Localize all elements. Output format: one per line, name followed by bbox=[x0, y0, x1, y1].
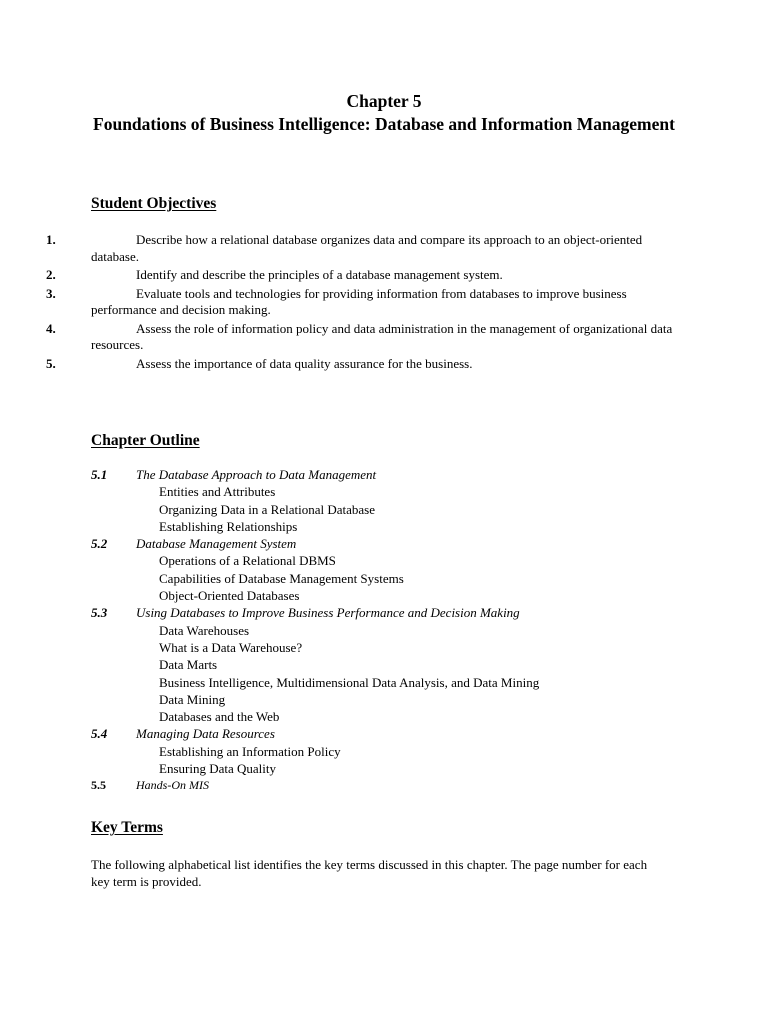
outline-subsection: Data Warehouses bbox=[159, 622, 250, 638]
outline-section-title: The Database Approach to Data Management bbox=[136, 467, 377, 482]
outline-subsection: Data Marts bbox=[159, 657, 218, 673]
outline-subsection: Establishing Relationships bbox=[159, 518, 298, 534]
outline-section-number: 5.4 bbox=[91, 726, 108, 742]
objective-number: 1. bbox=[46, 232, 56, 247]
outline-section bbox=[0, 725, 768, 742]
objective-item bbox=[0, 267, 676, 284]
key-terms-heading: Key Terms bbox=[91, 819, 163, 836]
outline-subsection: Object-Oriented Databases bbox=[159, 588, 300, 604]
outline-section-title: Database Management System bbox=[136, 536, 297, 552]
chapter-outline-heading: Chapter Outline bbox=[91, 432, 200, 449]
objective-item bbox=[0, 286, 676, 319]
key-terms-intro: The following alphabetical list identifies the key terms discussed in this chapter. The page number for each key term is provided. bbox=[91, 857, 648, 889]
outline-subsection: Entities and Attributes bbox=[159, 484, 276, 500]
outline-section-number: 5.3 bbox=[91, 605, 108, 621]
outline-section bbox=[0, 535, 768, 552]
outline-subsection: Ensuring Data Quality bbox=[159, 761, 276, 777]
outline-subsection: Data Mining bbox=[159, 691, 226, 707]
objective-text: Assess the role of information policy and data administration in the management of organizational data resources. bbox=[91, 320, 673, 352]
outline-section bbox=[0, 466, 768, 483]
objective-number: 4. bbox=[46, 320, 56, 336]
outline-subsection: Organizing Data in a Relational Database bbox=[159, 501, 375, 517]
outline-subsection: Operations of a Relational DBMS bbox=[159, 553, 336, 569]
objective-number: 2. bbox=[46, 267, 56, 282]
outline-section-title: Using Databases to Improve Business Performance and Decision Making bbox=[136, 605, 520, 621]
objective-text: Describe how a relational database organizes data and compare its approach to an object-oriented database. bbox=[91, 232, 643, 264]
outline-section-number: 5.2 bbox=[91, 536, 108, 552]
student-objectives-heading: Student Objectives bbox=[91, 195, 217, 212]
objective-number: 5. bbox=[46, 355, 56, 371]
outline-subsection: Databases and the Web bbox=[159, 709, 280, 725]
objective-number: 3. bbox=[46, 285, 56, 301]
outline-subsection: Establishing an Information Policy bbox=[159, 743, 341, 759]
chapter-title: Foundations of Business Intelligence: Database and Information Management bbox=[93, 114, 675, 134]
outline-section-title: Hands-On MIS bbox=[136, 778, 209, 793]
outline-section-number: 5.5 bbox=[91, 778, 106, 793]
objective-item bbox=[0, 321, 676, 354]
chapter-outline bbox=[0, 466, 768, 795]
outline-section-number: 5.1 bbox=[91, 467, 108, 482]
objective-text: Evaluate tools and technologies for providing information from databases to improve business performance and decision making. bbox=[91, 285, 627, 317]
chapter-header bbox=[0, 90, 768, 136]
objective-item bbox=[0, 232, 676, 265]
objective-text: Identify and describe the principles of a database management system. bbox=[136, 267, 503, 282]
chapter-label: Chapter 5 bbox=[346, 91, 422, 111]
objectives-list bbox=[0, 232, 768, 374]
objective-text: Assess the importance of data quality assurance for the business. bbox=[136, 355, 473, 371]
outline-subsection: What is a Data Warehouse? bbox=[159, 639, 303, 655]
outline-subsection: Capabilities of Database Management Systems bbox=[159, 570, 404, 586]
outline-section-title: Managing Data Resources bbox=[136, 726, 275, 742]
outline-subsection: Business Intelligence, Multidimensional Data Analysis, and Data Mining bbox=[159, 674, 540, 690]
outline-section bbox=[0, 604, 768, 621]
outline-section bbox=[0, 777, 768, 794]
objective-item bbox=[0, 356, 676, 373]
